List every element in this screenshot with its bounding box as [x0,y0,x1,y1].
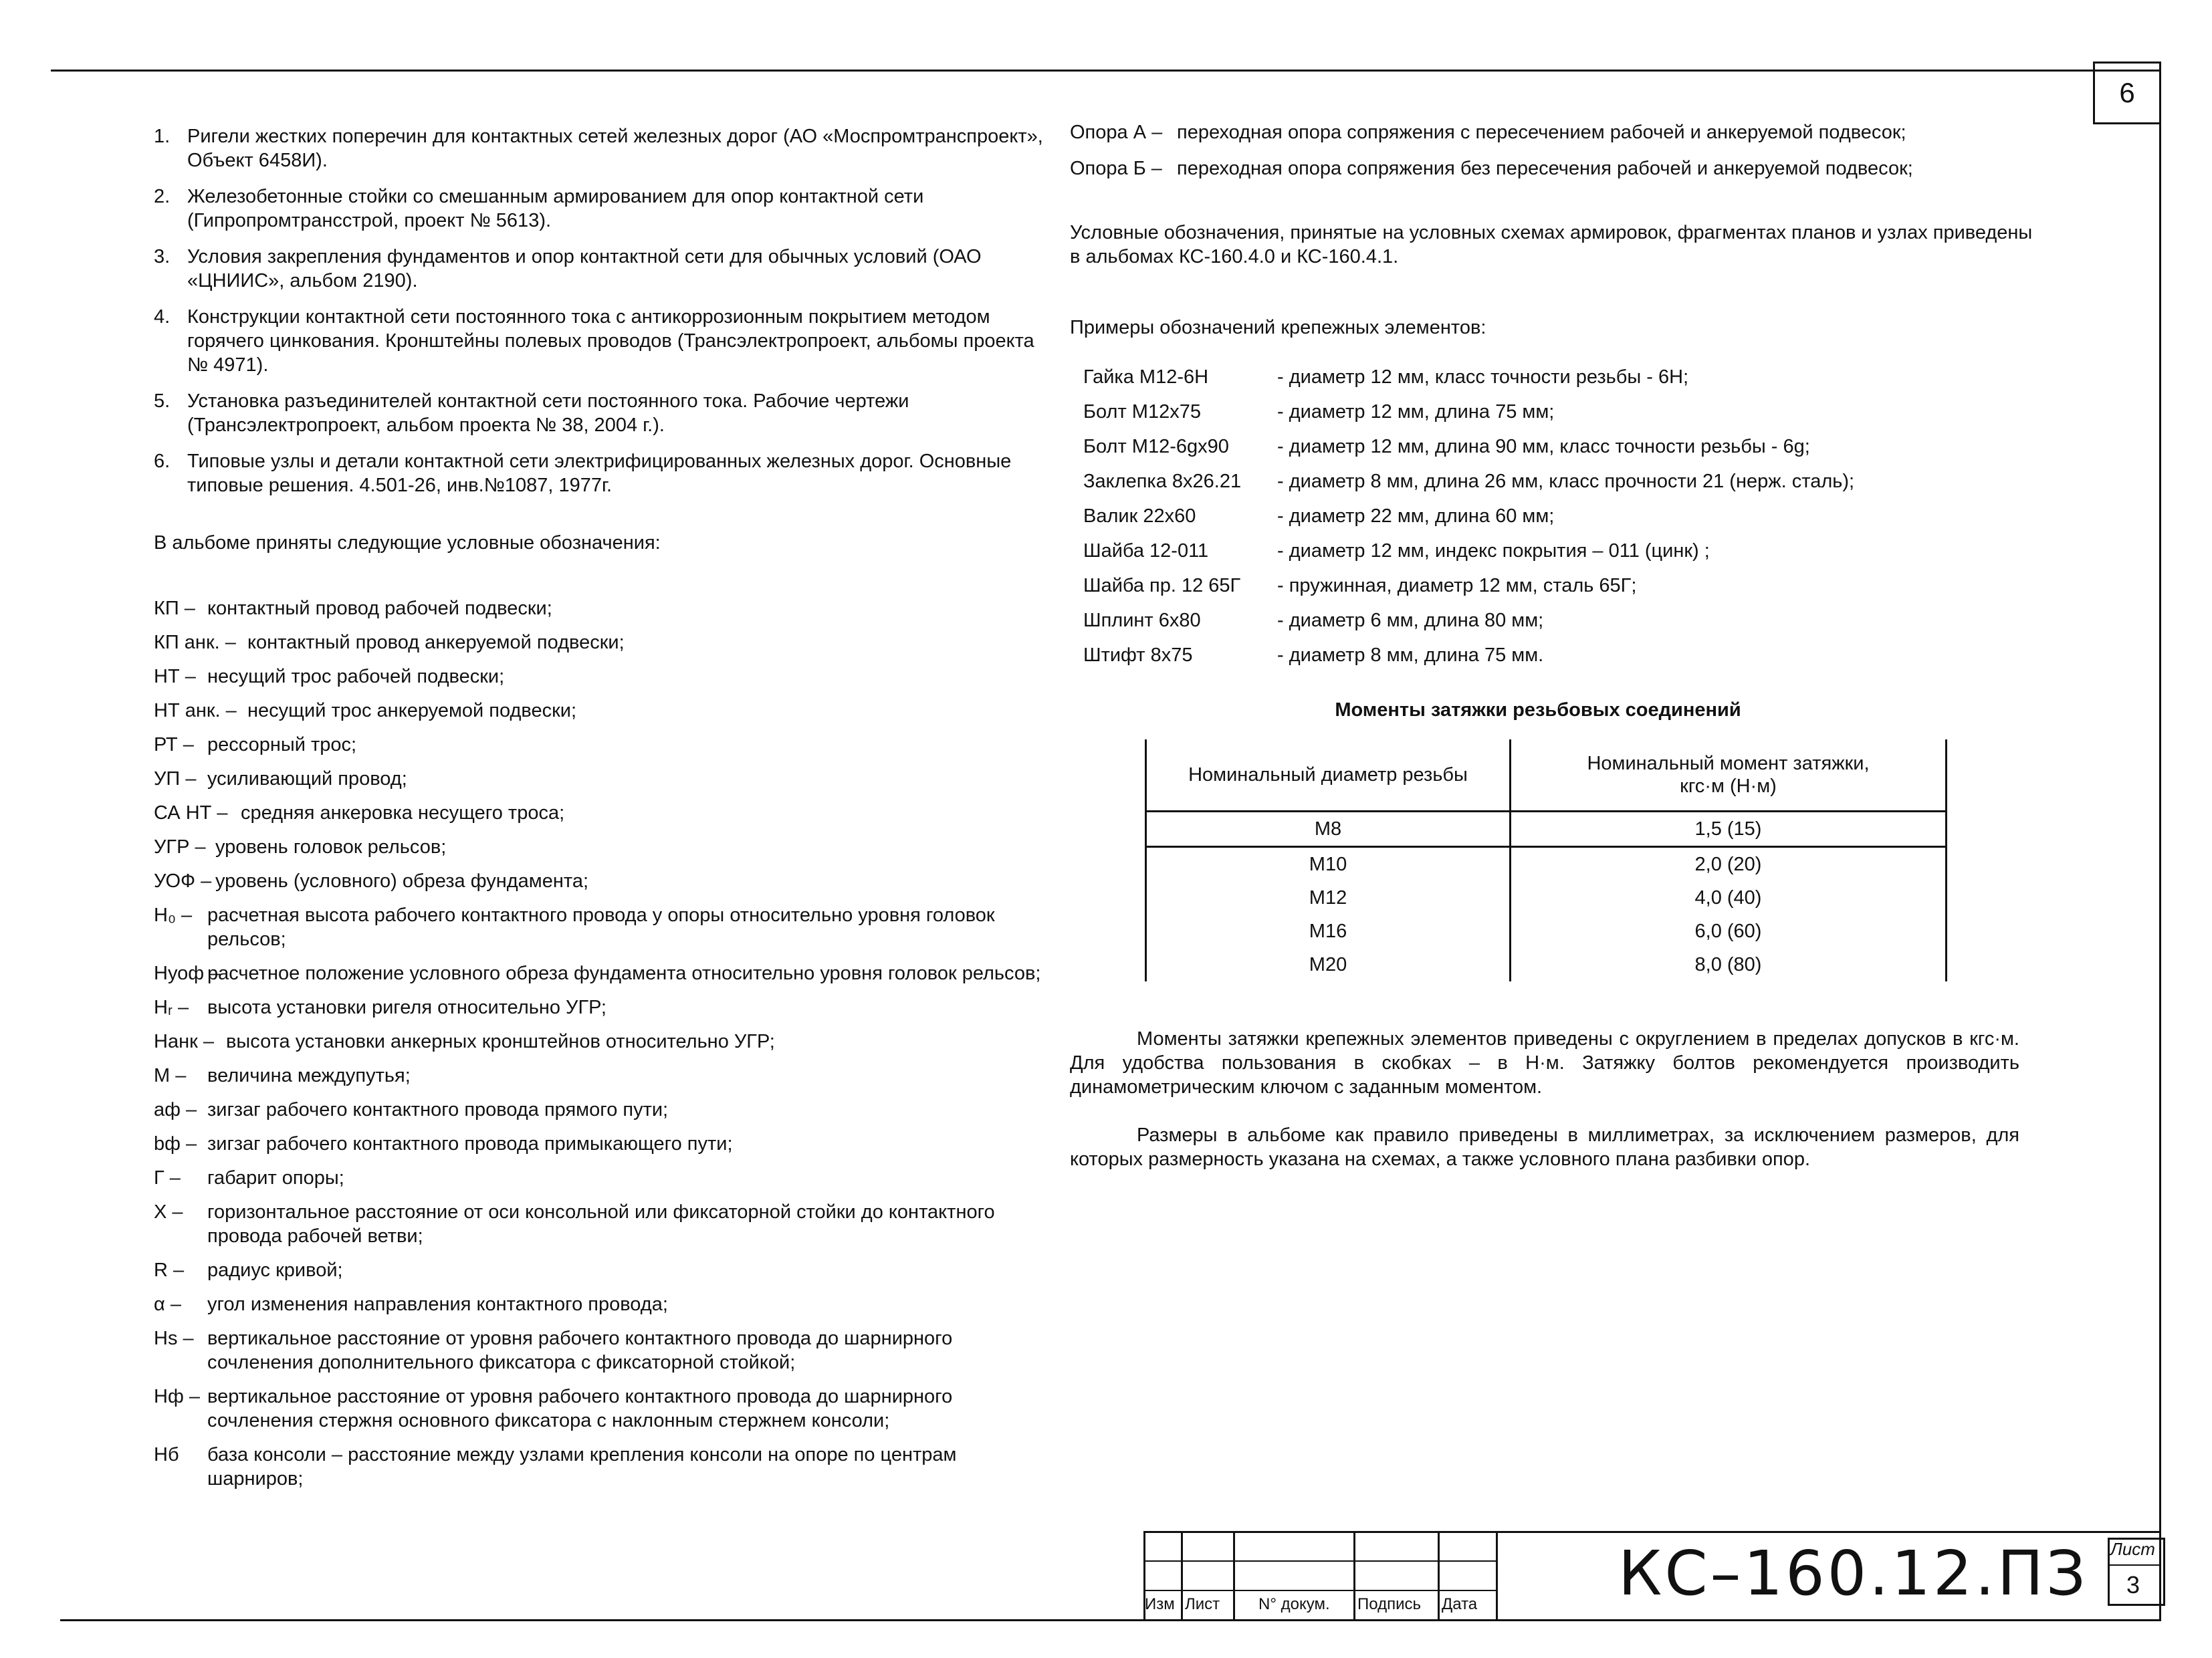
abbreviation-definition: высота установки анкерных кронштейнов относительно УГР; [226,1031,775,1052]
torque-cell: 4,0 (40) [1511,881,1947,915]
support-item [1070,120,2033,144]
fastener-name: Болт М12х75 [1083,401,1201,423]
fastener-description: - диаметр 6 мм, длина 80 мм; [1277,610,1544,631]
abbreviation-term: bф – [154,1133,197,1155]
fastener-row [1070,603,2033,638]
fastener-row [1070,534,2033,568]
abbreviation-definition: зигзаг рабочего контактного провода прямого пути; [207,1099,669,1120]
references-list [154,124,1043,497]
fastener-description: - диаметр 12 мм, класс точности резьбы - 6Н; [1277,366,1689,388]
abbreviation-definition: горизонтальное расстояние от оси консольной или фиксаторной стойки до контактного провода рабочей ветви; [207,1201,995,1247]
abbreviation-term: Hs – [154,1328,194,1349]
abbreviation-item [154,869,1043,893]
abbreviation-term: М – [154,1065,187,1086]
reference-text: Установка разъединителей контактной сети постоянного тока. Рабочие чертежи (Трансэлектропроект, альбом проекта № 38, 2004 г.). [187,390,909,436]
abbreviation-definition: база консоли – расстояние между узлами крепления консоли на опоре по центрам шарниров; [207,1444,957,1490]
reference-item [154,124,1043,172]
fastener-description: - диаметр 12 мм, индекс покрытия – 011 (цинк) ; [1277,540,1710,562]
fastener-row [1070,360,2033,394]
title-block-line [1181,1531,1183,1621]
title-block-line [1143,1560,1498,1562]
abbreviation-term: Нанк – [154,1031,214,1052]
reference-item [154,185,1043,233]
closing-notes [1070,1027,2019,1171]
abbreviation-term: Hᵣ – [154,997,189,1018]
sheet-number: 3 [2126,1571,2140,1598]
abbreviation-definition: контактный провод анкеруемой подвески; [247,632,625,653]
title-block-ndoc: N° докум. [1258,1595,1330,1613]
fastener-name: Гайка М12-6Н [1083,366,1209,388]
abbreviation-definition: средняя анкеровка несущего троса; [241,802,565,824]
abbreviation-definition: зигзаг рабочего контактного провода примыкающего пути; [207,1133,733,1155]
abbreviations-list [154,596,1043,1491]
torque-cell: 1,5 (15) [1511,812,1947,847]
abbreviation-item [154,1166,1043,1190]
abbreviation-term: R – [154,1260,185,1281]
document-code: КС–160.12.ПЗ [1618,1538,2088,1609]
fastener-row [1070,464,2033,499]
column-header-torque [1511,739,1947,812]
abbreviation-term: α – [154,1294,181,1315]
fastener-row [1070,394,2033,429]
abbreviation-term: aф – [154,1099,197,1120]
title-block-data: Дата [1442,1595,1478,1613]
diameter-cell: М10 [1146,847,1511,882]
fastener-name: Болт М12-6gх90 [1083,436,1229,457]
support-item [1070,156,2033,181]
table-row [1146,847,1947,882]
fastener-name: Шплинт 6х80 [1083,610,1201,631]
table-header-row [1146,739,1947,812]
abbreviation-item [154,1030,1043,1054]
reference-text: Типовые узлы и детали контактной сети электрифицированных железных дорог. Основные типовые решения. 4.501-26, инв.№1087, 1977г. [187,451,1012,496]
fastener-name: Шайба 12-011 [1083,540,1209,562]
reference-number: 4. [154,306,171,328]
symbols-note: Условные обозначения, принятые на условных схемах армировок, фрагментах планов и узлах приведены в альбомах КС-160.4.0 и КС-160.4.1. [1070,222,2033,267]
abbreviation-item [154,630,1043,655]
abbreviation-term: УГР – [154,836,206,858]
abbreviation-term: УП – [154,768,197,790]
torque-note-paragraph: Моменты затяжки крепежных элементов приведены с округлением в пределах допусков в кгс·м. Для удобства пользования в скобках – в Н·м. Затяжку болтов рекомендуется производить динамометрическим ключом с заданным моментом. [1070,1028,2019,1098]
torque-cell: 2,0 (20) [1511,847,1947,882]
abbreviation-item [154,733,1043,757]
abbreviation-definition: усиливающий провод; [207,768,407,790]
reference-text: Конструкции контактной сети постоянного тока с антикоррозионным покрытием методом горячего цинкования. Кронштейны полевых проводов (Трансэлектропроект, альбомы проекта № 4971). [187,306,1034,376]
abbreviation-definition: вертикальное расстояние от уровня рабочего контактного провода до шарнирного сочленения дополнительного фиксатора с фиксаторной стойкой; [207,1328,953,1373]
frame-top-line [51,70,2161,72]
diameter-cell: М12 [1146,881,1511,915]
abbreviation-term: РТ – [154,734,194,755]
reference-text: Железобетонные стойки со смешанным армированием для опор контактной сети (Гипропромтрансстрой, проект № 5613). [187,186,924,231]
title-block-line [1143,1590,1498,1591]
reference-item [154,449,1043,497]
abbreviation-term: УОФ – [154,870,212,892]
torque-table-title: Моменты затяжки резьбовых соединений [1335,699,1741,721]
fastener-description: - пружинная, диаметр 12 мм, сталь 65Г; [1277,575,1637,596]
torque-table [1145,739,1947,981]
table-row [1146,812,1947,847]
fasteners-heading: Примеры обозначений крепежных элементов: [1070,317,1486,338]
abbreviation-item [154,1200,1043,1248]
legend-heading: В альбоме приняты следующие условные обозначения: [154,532,661,554]
abbreviation-definition: радиус кривой; [207,1260,343,1281]
abbreviation-term: НТ анк. – [154,700,237,721]
abbreviation-term: Hб [154,1444,179,1465]
support-term: Опора А – [1070,122,1163,143]
corner-page-number: 6 [2093,62,2161,124]
reference-text: Ригели жестких поперечин для контактных сетей железных дорог (АО «Моспромтранспроект», Объект 6458И). [187,126,1043,171]
fastener-row [1070,638,2033,673]
abbreviation-definition: угол изменения направления контактного провода; [207,1294,668,1315]
reference-number: 5. [154,390,171,412]
abbreviation-term: Hуоф – [154,963,221,984]
reference-item [154,245,1043,293]
left-column [154,124,1043,1501]
fastener-description: - диаметр 22 мм, длина 60 мм; [1277,505,1555,527]
fastener-row [1070,568,2033,603]
abbreviation-definition: несущий трос анкеруемой подвески; [247,700,577,721]
fastener-row [1070,429,2033,464]
abbreviation-item [154,1098,1043,1122]
abbreviation-item [154,1132,1043,1156]
reference-number: 6. [154,451,171,472]
diameter-cell: М20 [1146,948,1511,981]
support-term: Опора Б – [1070,158,1162,179]
reference-item [154,305,1043,377]
abbreviation-item [154,596,1043,620]
abbreviation-definition: высота установки ригеля относительно УГР; [207,997,606,1018]
abbreviation-item [154,801,1043,825]
abbreviation-item [154,699,1043,723]
abbreviation-definition: уровень головок рельсов; [215,836,447,858]
abbreviation-definition: контактный провод рабочей подвески; [207,598,552,619]
title-block-list: Лист [1185,1595,1220,1613]
abbreviation-definition: вертикальное расстояние от уровня рабочего контактного провода до шарнирного сочленения стержня основного фиксатора с наклонным стержнем консоли; [207,1386,953,1431]
fastener-row [1070,499,2033,534]
diameter-cell: М16 [1146,915,1511,948]
abbreviation-term: Г – [154,1167,181,1189]
frame-bottom-line [60,1619,2161,1621]
table-row [1146,948,1947,981]
abbreviation-item [154,1385,1043,1433]
column-header-torque-line1: Номинальный момент затяжки, [1587,753,1870,774]
abbreviation-term: КП – [154,598,195,619]
abbreviation-item [154,1443,1043,1491]
torque-cell: 8,0 (80) [1511,948,1947,981]
title-block-podpis: Подпись [1357,1595,1421,1613]
abbreviation-item [154,665,1043,689]
table-row [1146,881,1947,915]
fastener-description: - диаметр 8 мм, длина 75 мм. [1277,644,1544,666]
dimensions-note-paragraph: Размеры в альбоме как правило приведены в миллиметрах, за исключением размеров, для которых размерность указана на схемах, а также условного плана разбивки опор. [1070,1124,2019,1170]
title-block-line [1353,1531,1355,1621]
abbreviation-term: НТ – [154,666,196,687]
fasteners-list [1070,360,2033,673]
abbreviation-definition: расчетная высота рабочего контактного провода у опоры относительно уровня головок рельсов; [207,905,995,950]
abbreviation-term: Hф – [154,1386,200,1407]
table-row [1146,915,1947,948]
abbreviation-definition: несущий трос рабочей подвески; [207,666,505,687]
fastener-description: - диаметр 12 мм, длина 75 мм; [1277,401,1555,423]
title-block-izm: Изм [1145,1595,1175,1613]
sheet-box-divider [2108,1564,2161,1566]
reference-item [154,389,1043,437]
supports-list [1070,120,2033,181]
fastener-name: Шайба пр. 12 65Г [1083,575,1241,596]
abbreviation-definition: рессорный трос; [207,734,357,755]
abbreviation-item [154,1292,1043,1316]
abbreviation-definition: уровень (условного) обреза фундамента; [215,870,589,892]
abbreviation-item [154,1258,1043,1282]
reference-number: 1. [154,126,171,147]
frame-right-line [2159,62,2161,1621]
right-column [1070,120,2033,1195]
abbreviation-term: КП анк. – [154,632,236,653]
support-definition: переходная опора сопряжения с пересечением рабочей и анкеруемой подвесок; [1177,122,1906,143]
abbreviation-term: СА НТ – [154,802,228,824]
abbreviation-item [154,1326,1043,1375]
support-definition: переходная опора сопряжения без пересечения рабочей и анкеруемой подвесок; [1177,158,1913,179]
fastener-description: - диаметр 8 мм, длина 26 мм, класс прочности 21 (нерж. сталь); [1277,471,1855,492]
torque-cell: 6,0 (60) [1511,915,1947,948]
abbreviation-item [154,903,1043,951]
title-block-line [1143,1531,2161,1533]
abbreviation-definition: габарит опоры; [207,1167,344,1189]
abbreviation-definition: расчетное положение условного обреза фундамента относительно уровня головок рельсов; [207,963,1041,984]
abbreviation-item [154,835,1043,859]
diameter-cell: М8 [1146,812,1511,847]
reference-number: 3. [154,246,171,267]
fastener-name: Валик 22х60 [1083,505,1196,527]
column-header-torque-line2: кгс·м (Н·м) [1680,776,1777,797]
fastener-description: - диаметр 12 мм, длина 90 мм, класс точности резьбы - 6g; [1277,436,1810,457]
abbreviation-item [154,995,1043,1020]
column-header-diameter: Номинальный диаметр резьбы [1146,739,1511,812]
fastener-name: Штифт 8х75 [1083,644,1193,666]
title-block-line [1438,1531,1440,1621]
title-block-line [1496,1531,1498,1621]
abbreviation-term: X – [154,1201,183,1223]
abbreviation-term: H₀ – [154,905,193,926]
abbreviation-item [154,961,1043,985]
fastener-name: Заклепка 8х26.21 [1083,471,1242,492]
title-block-line [1233,1531,1235,1621]
sheet-label: Лист [2110,1539,2155,1559]
reference-number: 2. [154,186,171,207]
abbreviation-item [154,767,1043,791]
reference-text: Условия закрепления фундаментов и опор контактной сети для обычных условий (ОАО «ЦНИИС», альбом 2190). [187,246,982,291]
abbreviation-definition: величина междупутья; [207,1065,411,1086]
abbreviation-item [154,1064,1043,1088]
